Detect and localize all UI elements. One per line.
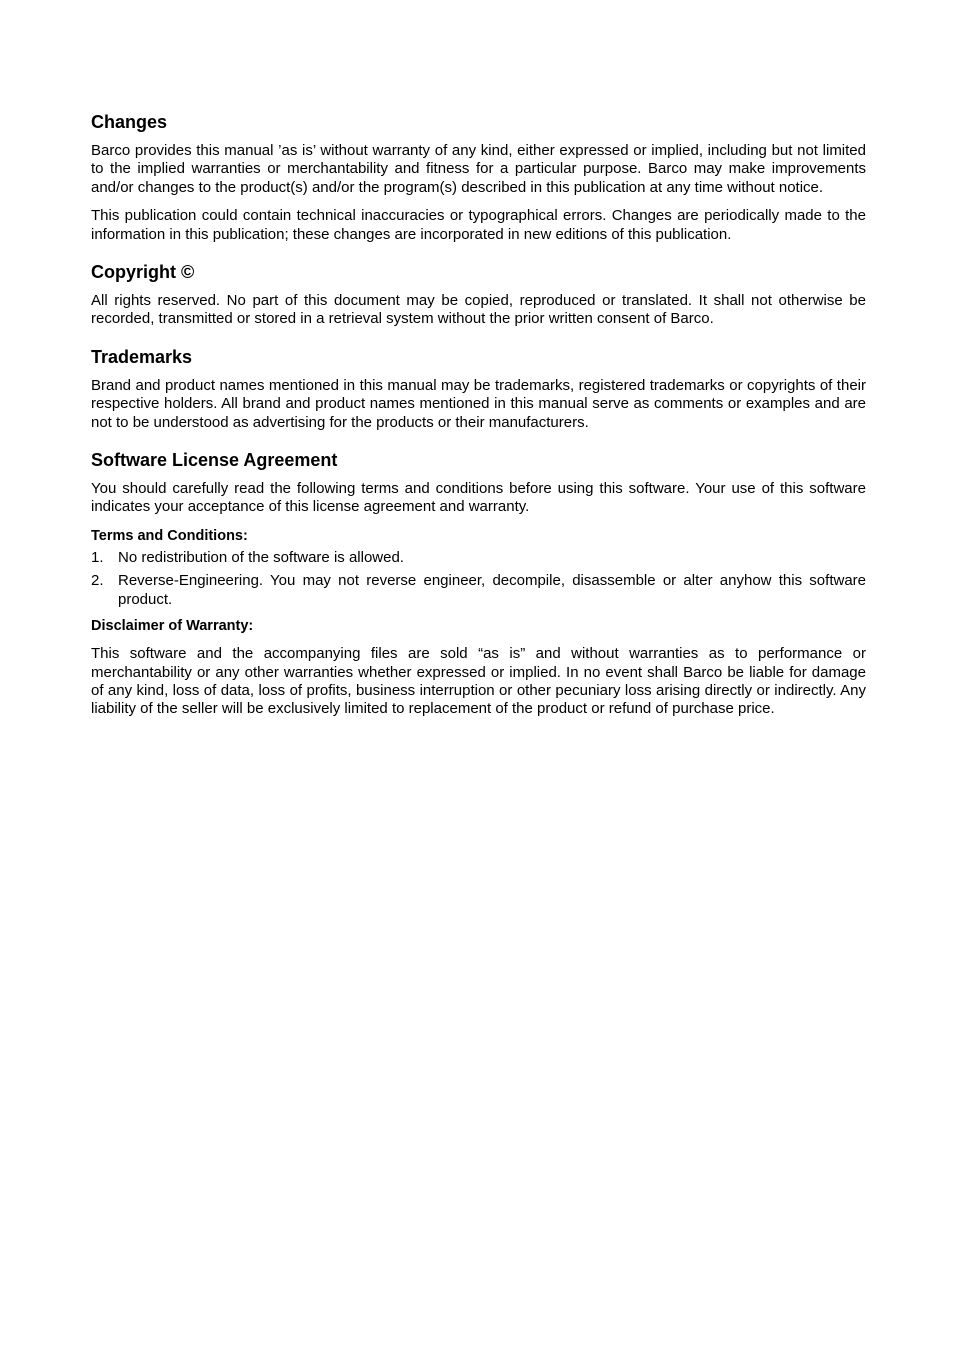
- list-item-text: No redistribution of the software is allowed.: [118, 548, 404, 566]
- section-trademarks: [91, 345, 866, 432]
- list-item-text: Reverse-Engineering. You may not reverse engineer, decompile, disassemble or alter anyhow this software product.: [118, 572, 866, 608]
- disclaimer-heading: Disclaimer of Warranty:: [91, 618, 254, 635]
- section-license: [91, 448, 866, 719]
- document-page: [91, 110, 866, 735]
- section-title-trademarks: Trademarks: [91, 346, 193, 367]
- section-title-changes: Changes: [91, 112, 168, 132]
- section-title-copyright: Copyright ©: [91, 262, 195, 283]
- terms-list: [91, 549, 866, 609]
- terms-heading: Terms and Conditions:: [91, 527, 248, 544]
- list-item: [91, 572, 866, 609]
- list-item-number: 1.: [91, 548, 104, 566]
- section-copyright: [91, 260, 866, 329]
- disclaimer-paragraph: This software and the accompanying files are sold “as is” and without warranties as to performance or merchantability or any other warranties whether expressed or implied. In no event shall Barco be liable for damage of any kind, loss of data, loss of profits, business interruption or other pecuniary loss arising directly or indirectly. Any liability of the seller will be exclusively limited to replacement of the product or refund of purchase price.: [91, 645, 866, 718]
- list-item: [91, 549, 866, 567]
- changes-paragraph-2: This publication could contain technical inaccuracies or typographical errors. Changes are periodically made to the information in this publication; these changes are incorporated in new editions of this publication.: [91, 207, 866, 243]
- license-paragraph: You should carefully read the following terms and conditions before using this software. Your use of this software indicates your acceptance of this license agreement and warranty.: [91, 480, 866, 516]
- list-item-number: 2.: [91, 572, 104, 590]
- section-changes: [91, 110, 866, 244]
- section-title-license: Software License Agreement: [91, 450, 338, 471]
- copyright-paragraph: All rights reserved. No part of this document may be copied, reproduced or translated. It shall not otherwise be recorded, transmitted or stored in a retrieval system without the prior written consent of Barco.: [91, 292, 866, 328]
- changes-paragraph-1: Barco provides this manual ’as is’ without warranty of any kind, either expressed or implied, including but not limited to the implied warranties or merchantability and fitness for a particular purpose. Barco may make improvements and/or changes to the product(s) and/or the program(s) described in this publication at any time without notice.: [91, 142, 866, 196]
- trademarks-paragraph: Brand and product names mentioned in this manual may be trademarks, registered trademarks or copyrights of their respective holders. All brand and product names mentioned in this manual serve as comments or examples and are not to be understood as advertising for the products or their manufacturers.: [91, 376, 866, 431]
